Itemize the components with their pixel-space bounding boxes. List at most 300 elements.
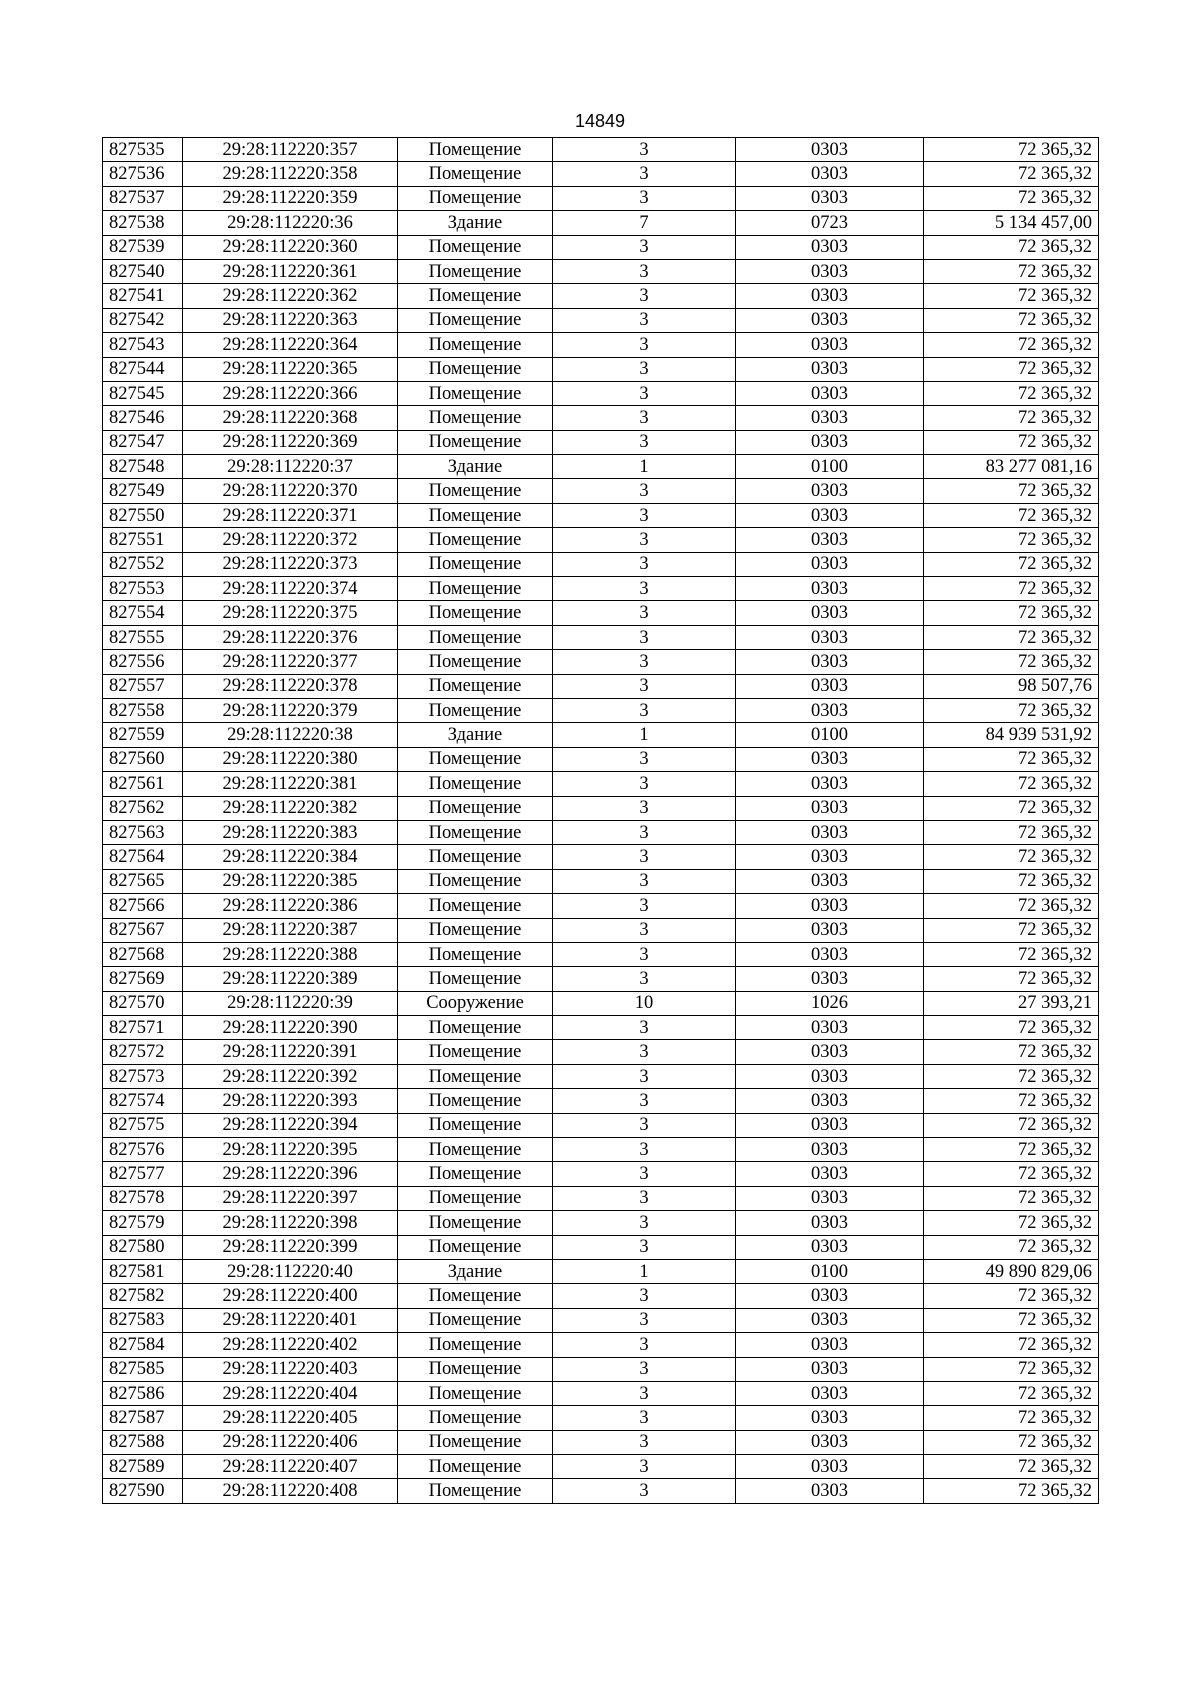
subgroup-code-cell: 0303 [736, 772, 924, 796]
subgroup-code-cell: 0303 [736, 894, 924, 918]
table-row [103, 869, 1099, 893]
cadastral-value-cell: 72 365,32 [924, 942, 1099, 966]
table-row [103, 625, 1099, 649]
object-type-cell: Помещение [398, 918, 553, 942]
subgroup-code-cell: 0303 [736, 1357, 924, 1381]
object-type-cell: Помещение [398, 1406, 553, 1430]
object-type-cell: Сооружение [398, 991, 553, 1015]
cadastral-number-cell: 29:28:112220:36 [183, 211, 398, 235]
group-cell: 3 [553, 772, 736, 796]
cadastral-value-cell: 72 365,32 [924, 1211, 1099, 1235]
table-row [103, 723, 1099, 747]
cadastral-number-cell: 29:28:112220:401 [183, 1308, 398, 1332]
cadastral-number-cell: 29:28:112220:400 [183, 1284, 398, 1308]
object-number-cell: 827578 [103, 1186, 183, 1210]
subgroup-code-cell: 0303 [736, 967, 924, 991]
cadastral-value-cell: 72 365,32 [924, 1162, 1099, 1186]
group-cell: 3 [553, 381, 736, 405]
subgroup-code-cell: 0303 [736, 1455, 924, 1479]
object-number-cell: 827582 [103, 1284, 183, 1308]
object-number-cell: 827556 [103, 650, 183, 674]
group-cell: 3 [553, 1479, 736, 1503]
cadastral-number-cell: 29:28:112220:363 [183, 308, 398, 332]
table-row [103, 162, 1099, 186]
object-number-cell: 827574 [103, 1089, 183, 1113]
object-number-cell: 827588 [103, 1430, 183, 1454]
object-number-cell: 827570 [103, 991, 183, 1015]
table-row [103, 601, 1099, 625]
object-type-cell: Помещение [398, 381, 553, 405]
object-number-cell: 827586 [103, 1381, 183, 1405]
table-row [103, 259, 1099, 283]
group-cell: 3 [553, 479, 736, 503]
cadastral-number-cell: 29:28:112220:375 [183, 601, 398, 625]
group-cell: 3 [553, 869, 736, 893]
cadastral-value-cell: 49 890 829,06 [924, 1259, 1099, 1283]
group-cell: 3 [553, 1381, 736, 1405]
group-cell: 3 [553, 674, 736, 698]
cadastral-value-cell: 72 365,32 [924, 698, 1099, 722]
table-row [103, 1113, 1099, 1137]
subgroup-code-cell: 0303 [736, 1089, 924, 1113]
object-type-cell: Помещение [398, 796, 553, 820]
group-cell: 3 [553, 333, 736, 357]
cadastral-number-cell: 29:28:112220:360 [183, 235, 398, 259]
subgroup-code-cell: 0100 [736, 723, 924, 747]
subgroup-code-cell: 0303 [736, 1211, 924, 1235]
subgroup-code-cell: 0303 [736, 674, 924, 698]
table-row [103, 894, 1099, 918]
object-type-cell: Помещение [398, 528, 553, 552]
cadastral-number-cell: 29:28:112220:397 [183, 1186, 398, 1210]
object-type-cell: Помещение [398, 1211, 553, 1235]
cadastral-number-cell: 29:28:112220:394 [183, 1113, 398, 1137]
table-row [103, 211, 1099, 235]
subgroup-code-cell: 0303 [736, 918, 924, 942]
cadastral-value-cell: 72 365,32 [924, 381, 1099, 405]
object-number-cell: 827548 [103, 455, 183, 479]
subgroup-code-cell: 0303 [736, 235, 924, 259]
cadastral-number-cell: 29:28:112220:380 [183, 747, 398, 771]
object-number-cell: 827535 [103, 138, 183, 162]
table-row [103, 967, 1099, 991]
cadastral-value-cell: 72 365,32 [924, 869, 1099, 893]
cadastral-number-cell: 29:28:112220:388 [183, 942, 398, 966]
group-cell: 3 [553, 1040, 736, 1064]
cadastral-number-cell: 29:28:112220:396 [183, 1162, 398, 1186]
object-number-cell: 827579 [103, 1211, 183, 1235]
group-cell: 3 [553, 1406, 736, 1430]
group-cell: 3 [553, 1113, 736, 1137]
group-cell: 3 [553, 1064, 736, 1088]
cadastral-number-cell: 29:28:112220:372 [183, 528, 398, 552]
cadastral-value-cell: 72 365,32 [924, 186, 1099, 210]
subgroup-code-cell: 1026 [736, 991, 924, 1015]
cadastral-value-cell: 72 365,32 [924, 1016, 1099, 1040]
cadastral-value-cell: 72 365,32 [924, 650, 1099, 674]
object-number-cell: 827568 [103, 942, 183, 966]
group-cell: 3 [553, 430, 736, 454]
subgroup-code-cell: 0303 [736, 479, 924, 503]
object-number-cell: 827562 [103, 796, 183, 820]
object-type-cell: Помещение [398, 1162, 553, 1186]
cadastral-value-cell: 98 507,76 [924, 674, 1099, 698]
cadastral-value-cell: 72 365,32 [924, 430, 1099, 454]
cadastral-number-cell: 29:28:112220:404 [183, 1381, 398, 1405]
subgroup-code-cell: 0303 [736, 1406, 924, 1430]
table-row [103, 528, 1099, 552]
object-number-cell: 827567 [103, 918, 183, 942]
subgroup-code-cell: 0303 [736, 1113, 924, 1137]
subgroup-code-cell: 0303 [736, 845, 924, 869]
group-cell: 3 [553, 1357, 736, 1381]
cadastral-number-cell: 29:28:112220:390 [183, 1016, 398, 1040]
cadastral-number-cell: 29:28:112220:362 [183, 284, 398, 308]
table-row [103, 1138, 1099, 1162]
object-number-cell: 827576 [103, 1138, 183, 1162]
object-number-cell: 827538 [103, 211, 183, 235]
group-cell: 3 [553, 1138, 736, 1162]
cadastral-number-cell: 29:28:112220:407 [183, 1455, 398, 1479]
cadastral-value-cell: 72 365,32 [924, 1089, 1099, 1113]
subgroup-code-cell: 0303 [736, 1430, 924, 1454]
cadastral-value-cell: 72 365,32 [924, 1406, 1099, 1430]
table-row [103, 284, 1099, 308]
subgroup-code-cell: 0303 [736, 1284, 924, 1308]
object-number-cell: 827550 [103, 503, 183, 527]
subgroup-code-cell: 0303 [736, 552, 924, 576]
object-type-cell: Помещение [398, 259, 553, 283]
cadastral-value-cell: 27 393,21 [924, 991, 1099, 1015]
table-row [103, 1211, 1099, 1235]
subgroup-code-cell: 0303 [736, 1333, 924, 1357]
object-number-cell: 827544 [103, 357, 183, 381]
table-row [103, 1406, 1099, 1430]
cadastral-value-cell: 72 365,32 [924, 967, 1099, 991]
group-cell: 3 [553, 1016, 736, 1040]
object-type-cell: Помещение [398, 747, 553, 771]
cadastral-number-cell: 29:28:112220:403 [183, 1357, 398, 1381]
group-cell: 3 [553, 138, 736, 162]
object-type-cell: Здание [398, 1259, 553, 1283]
object-type-cell: Помещение [398, 1430, 553, 1454]
page-number: 14849 [574, 111, 626, 131]
table-row [103, 1308, 1099, 1332]
cadastral-value-cell: 72 365,32 [924, 1113, 1099, 1137]
group-cell: 3 [553, 1430, 736, 1454]
group-cell: 3 [553, 577, 736, 601]
group-cell: 1 [553, 1259, 736, 1283]
subgroup-code-cell: 0303 [736, 357, 924, 381]
table-row [103, 1040, 1099, 1064]
subgroup-code-cell: 0100 [736, 1259, 924, 1283]
cadastral-number-cell: 29:28:112220:385 [183, 869, 398, 893]
table-row [103, 820, 1099, 844]
cadastral-value-cell: 72 365,32 [924, 845, 1099, 869]
cadastral-number-cell: 29:28:112220:387 [183, 918, 398, 942]
table-row [103, 1479, 1099, 1503]
object-number-cell: 827584 [103, 1333, 183, 1357]
cadastral-number-cell: 29:28:112220:371 [183, 503, 398, 527]
cadastral-value-cell: 72 365,32 [924, 357, 1099, 381]
subgroup-code-cell: 0303 [736, 601, 924, 625]
table-row [103, 1357, 1099, 1381]
table-row [103, 698, 1099, 722]
subgroup-code-cell: 0303 [736, 162, 924, 186]
group-cell: 3 [553, 942, 736, 966]
registry-table [102, 137, 1099, 1504]
subgroup-code-cell: 0303 [736, 942, 924, 966]
cadastral-value-cell: 72 365,32 [924, 479, 1099, 503]
group-cell: 3 [553, 1455, 736, 1479]
cadastral-number-cell: 29:28:112220:359 [183, 186, 398, 210]
group-cell: 3 [553, 1308, 736, 1332]
group-cell: 3 [553, 747, 736, 771]
group-cell: 3 [553, 625, 736, 649]
group-cell: 3 [553, 1211, 736, 1235]
cadastral-value-cell: 72 365,32 [924, 503, 1099, 527]
table-row [103, 845, 1099, 869]
cadastral-value-cell: 72 365,32 [924, 1186, 1099, 1210]
cadastral-number-cell: 29:28:112220:39 [183, 991, 398, 1015]
table-row [103, 942, 1099, 966]
subgroup-code-cell: 0303 [736, 1308, 924, 1332]
object-number-cell: 827573 [103, 1064, 183, 1088]
subgroup-code-cell: 0303 [736, 747, 924, 771]
subgroup-code-cell: 0303 [736, 503, 924, 527]
object-type-cell: Помещение [398, 1040, 553, 1064]
cadastral-number-cell: 29:28:112220:40 [183, 1259, 398, 1283]
object-type-cell: Помещение [398, 503, 553, 527]
object-number-cell: 827561 [103, 772, 183, 796]
object-number-cell: 827540 [103, 259, 183, 283]
object-number-cell: 827545 [103, 381, 183, 405]
object-type-cell: Помещение [398, 674, 553, 698]
table-row [103, 796, 1099, 820]
cadastral-number-cell: 29:28:112220:405 [183, 1406, 398, 1430]
object-type-cell: Помещение [398, 869, 553, 893]
cadastral-number-cell: 29:28:112220:38 [183, 723, 398, 747]
object-type-cell: Помещение [398, 601, 553, 625]
table-row [103, 1455, 1099, 1479]
cadastral-number-cell: 29:28:112220:374 [183, 577, 398, 601]
cadastral-number-cell: 29:28:112220:406 [183, 1430, 398, 1454]
table-row [103, 1016, 1099, 1040]
cadastral-value-cell: 72 365,32 [924, 772, 1099, 796]
object-type-cell: Помещение [398, 942, 553, 966]
object-number-cell: 827589 [103, 1455, 183, 1479]
cadastral-value-cell: 72 365,32 [924, 333, 1099, 357]
object-number-cell: 827564 [103, 845, 183, 869]
table-row [103, 479, 1099, 503]
table-row [103, 674, 1099, 698]
object-number-cell: 827547 [103, 430, 183, 454]
object-type-cell: Помещение [398, 650, 553, 674]
table-row [103, 1064, 1099, 1088]
cadastral-number-cell: 29:28:112220:377 [183, 650, 398, 674]
cadastral-value-cell: 72 365,32 [924, 918, 1099, 942]
cadastral-value-cell: 72 365,32 [924, 162, 1099, 186]
table-row [103, 138, 1099, 162]
object-type-cell: Помещение [398, 698, 553, 722]
cadastral-value-cell: 83 277 081,16 [924, 455, 1099, 479]
subgroup-code-cell: 0100 [736, 455, 924, 479]
cadastral-number-cell: 29:28:112220:391 [183, 1040, 398, 1064]
table-row [103, 308, 1099, 332]
object-type-cell: Помещение [398, 1186, 553, 1210]
object-number-cell: 827559 [103, 723, 183, 747]
object-type-cell: Помещение [398, 138, 553, 162]
object-number-cell: 827558 [103, 698, 183, 722]
object-number-cell: 827560 [103, 747, 183, 771]
object-type-cell: Помещение [398, 406, 553, 430]
object-number-cell: 827542 [103, 308, 183, 332]
group-cell: 3 [553, 1186, 736, 1210]
object-number-cell: 827537 [103, 186, 183, 210]
object-type-cell: Помещение [398, 308, 553, 332]
group-cell: 3 [553, 162, 736, 186]
object-number-cell: 827583 [103, 1308, 183, 1332]
group-cell: 3 [553, 259, 736, 283]
object-type-cell: Помещение [398, 1357, 553, 1381]
object-number-cell: 827563 [103, 820, 183, 844]
object-type-cell: Помещение [398, 1113, 553, 1137]
table-row [103, 918, 1099, 942]
cadastral-value-cell: 72 365,32 [924, 1040, 1099, 1064]
subgroup-code-cell: 0303 [736, 186, 924, 210]
subgroup-code-cell: 0303 [736, 528, 924, 552]
table-row [103, 186, 1099, 210]
subgroup-code-cell: 0303 [736, 1138, 924, 1162]
cadastral-number-cell: 29:28:112220:361 [183, 259, 398, 283]
object-type-cell: Здание [398, 211, 553, 235]
table-row [103, 1186, 1099, 1210]
object-number-cell: 827551 [103, 528, 183, 552]
object-number-cell: 827581 [103, 1259, 183, 1283]
group-cell: 3 [553, 235, 736, 259]
object-number-cell: 827590 [103, 1479, 183, 1503]
table-row [103, 406, 1099, 430]
group-cell: 3 [553, 1089, 736, 1113]
object-type-cell: Здание [398, 723, 553, 747]
object-type-cell: Помещение [398, 1455, 553, 1479]
table-row [103, 1381, 1099, 1405]
group-cell: 3 [553, 601, 736, 625]
object-type-cell: Помещение [398, 577, 553, 601]
cadastral-number-cell: 29:28:112220:358 [183, 162, 398, 186]
object-number-cell: 827566 [103, 894, 183, 918]
cadastral-number-cell: 29:28:112220:366 [183, 381, 398, 405]
cadastral-value-cell: 72 365,32 [924, 820, 1099, 844]
group-cell: 3 [553, 1235, 736, 1259]
object-number-cell: 827552 [103, 552, 183, 576]
subgroup-code-cell: 0303 [736, 259, 924, 283]
cadastral-value-cell: 72 365,32 [924, 1235, 1099, 1259]
subgroup-code-cell: 0303 [736, 796, 924, 820]
group-cell: 3 [553, 796, 736, 820]
cadastral-value-cell: 72 365,32 [924, 894, 1099, 918]
object-type-cell: Помещение [398, 186, 553, 210]
subgroup-code-cell: 0303 [736, 1040, 924, 1064]
group-cell: 3 [553, 698, 736, 722]
cadastral-value-cell: 72 365,32 [924, 601, 1099, 625]
group-cell: 1 [553, 723, 736, 747]
subgroup-code-cell: 0303 [736, 1381, 924, 1405]
cadastral-number-cell: 29:28:112220:381 [183, 772, 398, 796]
cadastral-number-cell: 29:28:112220:408 [183, 1479, 398, 1503]
group-cell: 3 [553, 284, 736, 308]
subgroup-code-cell: 0303 [736, 625, 924, 649]
cadastral-number-cell: 29:28:112220:365 [183, 357, 398, 381]
cadastral-value-cell: 72 365,32 [924, 406, 1099, 430]
subgroup-code-cell: 0303 [736, 284, 924, 308]
object-number-cell: 827549 [103, 479, 183, 503]
object-type-cell: Помещение [398, 284, 553, 308]
object-type-cell: Помещение [398, 1089, 553, 1113]
table-row [103, 333, 1099, 357]
subgroup-code-cell: 0303 [736, 138, 924, 162]
group-cell: 7 [553, 211, 736, 235]
cadastral-value-cell: 72 365,32 [924, 1357, 1099, 1381]
group-cell: 10 [553, 991, 736, 1015]
cadastral-number-cell: 29:28:112220:370 [183, 479, 398, 503]
group-cell: 3 [553, 967, 736, 991]
cadastral-number-cell: 29:28:112220:369 [183, 430, 398, 454]
table-row [103, 455, 1099, 479]
table-row [103, 235, 1099, 259]
registry-table-body [103, 138, 1099, 1504]
subgroup-code-cell: 0723 [736, 211, 924, 235]
object-type-cell: Помещение [398, 1381, 553, 1405]
cadastral-value-cell: 72 365,32 [924, 235, 1099, 259]
cadastral-number-cell: 29:28:112220:393 [183, 1089, 398, 1113]
subgroup-code-cell: 0303 [736, 1064, 924, 1088]
object-type-cell: Помещение [398, 1479, 553, 1503]
table-row [103, 1430, 1099, 1454]
group-cell: 3 [553, 845, 736, 869]
table-row [103, 1333, 1099, 1357]
group-cell: 1 [553, 455, 736, 479]
cadastral-number-cell: 29:28:112220:376 [183, 625, 398, 649]
group-cell: 3 [553, 1333, 736, 1357]
object-type-cell: Помещение [398, 820, 553, 844]
object-number-cell: 827536 [103, 162, 183, 186]
cadastral-number-cell: 29:28:112220:398 [183, 1211, 398, 1235]
subgroup-code-cell: 0303 [736, 1235, 924, 1259]
object-number-cell: 827541 [103, 284, 183, 308]
group-cell: 3 [553, 357, 736, 381]
cadastral-number-cell: 29:28:112220:392 [183, 1064, 398, 1088]
object-type-cell: Помещение [398, 1333, 553, 1357]
cadastral-number-cell: 29:28:112220:37 [183, 455, 398, 479]
group-cell: 3 [553, 308, 736, 332]
object-type-cell: Помещение [398, 1064, 553, 1088]
group-cell: 3 [553, 894, 736, 918]
subgroup-code-cell: 0303 [736, 1186, 924, 1210]
cadastral-number-cell: 29:28:112220:364 [183, 333, 398, 357]
subgroup-code-cell: 0303 [736, 381, 924, 405]
cadastral-number-cell: 29:28:112220:386 [183, 894, 398, 918]
object-type-cell: Здание [398, 455, 553, 479]
cadastral-value-cell: 72 365,32 [924, 1333, 1099, 1357]
cadastral-value-cell: 72 365,32 [924, 1430, 1099, 1454]
cadastral-number-cell: 29:28:112220:389 [183, 967, 398, 991]
cadastral-value-cell: 72 365,32 [924, 138, 1099, 162]
cadastral-value-cell: 5 134 457,00 [924, 211, 1099, 235]
object-number-cell: 827557 [103, 674, 183, 698]
table-row [103, 991, 1099, 1015]
group-cell: 3 [553, 552, 736, 576]
